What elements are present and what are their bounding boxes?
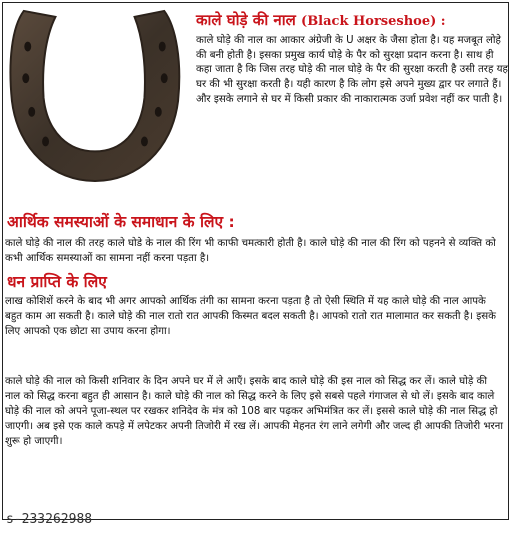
section1-paragraph: काले घोड़े की नाल की तरह काले घोडे के नाल की रिंग भी काफी चमत्कारी होती है। काले घोड़े की नाल की रिंग को पहनने से व्यक्ति को कभी आर्थिक समस्याओं का सामना नहीं करना पड़ता है। xyxy=(5,238,496,264)
section2-paragraph-2: काले घोड़े की नाल को किसी शनिवार के दिन अपने घर में ले आएँ। इसके बाद काले घोड़े की इस नाल को सिद्ध कर लें। काले घोड़े की नाल को सिद्ध करना बहुत ही आसान है। काले घोड़े की नाल को सिद्ध करने के लिए इसे सबसे पहले गंगाजल से धो लें। इसके बाद काले घोड़े की नाल को अपने पूजा-स्थल पर रखकर शनिदेव के मंत्र को 108 बार पढ़कर अभिमंत्रित कर लें। इससे काले घोड़े की नाल सिद्ध हो जाएगी। अब इसे एक काले कपड़े में लपेटकर अपनी तिजोरी में रख लें। आपकी मेहनत रंग लाने लगेगी और जल्द ही आपकी तिजोरी भरना शुरू हो जाएगी। xyxy=(5,376,503,447)
section1-heading: आर्थिक समस्याओं के समाधान के लिए : xyxy=(7,213,235,231)
intro-paragraph: काले घोड़े की नाल का आकार अंग्रेजी के U अक्षर के जैसा होता है। यह मजबूत लोहे की बनी होती है। इसका प्रमुख कार्य घोड़े के पैर को सुरक्षा प्रदान करना है। साथ ही कहा जाता है कि जिस तरह घोड़े की नाल घोड़े के पैर की सुरक्षा करती है उसी तरह यह घर की भी सुरक्षा करती है। यही कारण है कि लोग इसे अपने मुख्य द्वार पर लगाते हैं। और इसके लगाने से घर में किसी प्रकार की नाकारात्मक उर्जा प्रवेश नहीं कर पाती है। xyxy=(196,35,508,105)
page-title xyxy=(196,10,508,30)
title-english: (Black Horseshoe) : xyxy=(301,14,446,29)
title-hindi: काले घोड़े की नाल xyxy=(196,11,296,29)
product-sku: s-233262988 xyxy=(6,512,93,527)
horseshoe-image xyxy=(6,6,184,186)
section2-heading: धन प्राप्ति के लिए xyxy=(7,273,107,291)
section2-paragraph-1: लाख कोशिशें करने के बाद भी अगर आपको आर्थिक तंगी का सामना करना पड़ता है तो ऐसी स्थिति में यह काले घोड़े की नाल आपके बहुत काम आ सकती है। काले घोड़े की नाल रातो रात आपकी किस्मत बदल सकती है। आपको रातो रात मालामात कर सकती है। इसके लिए आपको एक छोटा सा उपाय करना होगा। xyxy=(5,296,496,337)
